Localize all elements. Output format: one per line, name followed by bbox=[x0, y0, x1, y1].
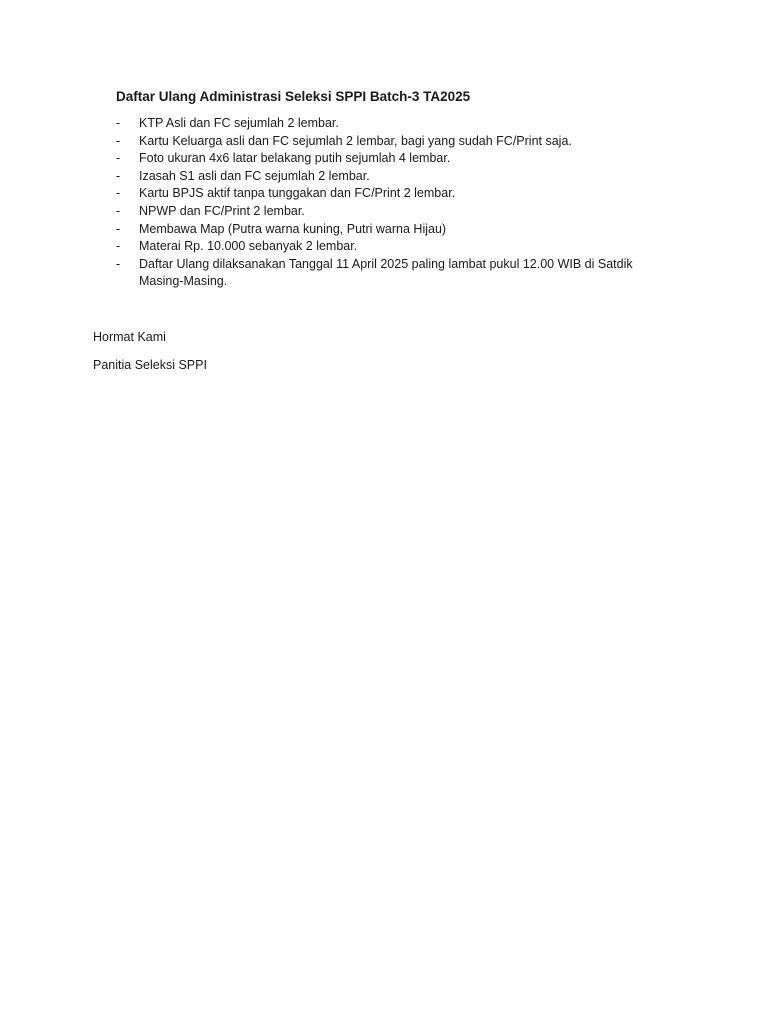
list-item bbox=[116, 203, 676, 221]
closing-greeting: Hormat Kami bbox=[93, 330, 166, 344]
list-bullet: - bbox=[116, 133, 121, 148]
list-item bbox=[116, 133, 676, 151]
list-bullet: - bbox=[116, 221, 121, 236]
list-item bbox=[116, 185, 676, 203]
list-item bbox=[116, 115, 676, 133]
closing-signer: Panitia Seleksi SPPI bbox=[93, 358, 207, 372]
list-item-text: NPWP dan FC/Print 2 lembar. bbox=[139, 203, 305, 218]
list-item-text: Izasah S1 asli dan FC sejumlah 2 lembar. bbox=[139, 168, 370, 183]
list-item-text: KTP Asli dan FC sejumlah 2 lembar. bbox=[139, 116, 339, 130]
list-item bbox=[116, 221, 676, 239]
list-bullet: - bbox=[116, 203, 121, 218]
list-bullet: - bbox=[116, 116, 121, 130]
list-item-text: Materai Rp. 10.000 sebanyak 2 lembar. bbox=[139, 239, 358, 254]
list-item-text: Kartu BPJS aktif tanpa tunggakan dan FC/Print 2 lembar. bbox=[139, 186, 456, 201]
list-bullet: - bbox=[116, 168, 121, 183]
list-item bbox=[116, 256, 676, 291]
list-item-text: Kartu Keluarga asli dan FC sejumlah 2 lembar, bagi yang sudah FC/Print saja. bbox=[139, 133, 572, 148]
list-item bbox=[116, 168, 676, 186]
requirements-list bbox=[116, 115, 676, 291]
list-item bbox=[116, 238, 676, 256]
list-bullet: - bbox=[116, 186, 121, 201]
list-bullet: - bbox=[116, 151, 121, 166]
list-bullet: - bbox=[116, 239, 121, 254]
list-bullet: - bbox=[116, 256, 121, 271]
list-item-text: Foto ukuran 4x6 latar belakang putih sejumlah 4 lembar. bbox=[139, 151, 451, 166]
document-title: Daftar Ulang Administrasi Seleksi SPPI Batch-3 TA2025 bbox=[116, 89, 471, 104]
list-item-text: Daftar Ulang dilaksanakan Tanggal 11 April 2025 paling lambat pukul 12.00 WIB di Satdik Masing-Masing. bbox=[139, 256, 633, 289]
list-item bbox=[116, 150, 676, 168]
list-item-text: Membawa Map (Putra warna kuning, Putri warna Hijau) bbox=[139, 221, 447, 236]
